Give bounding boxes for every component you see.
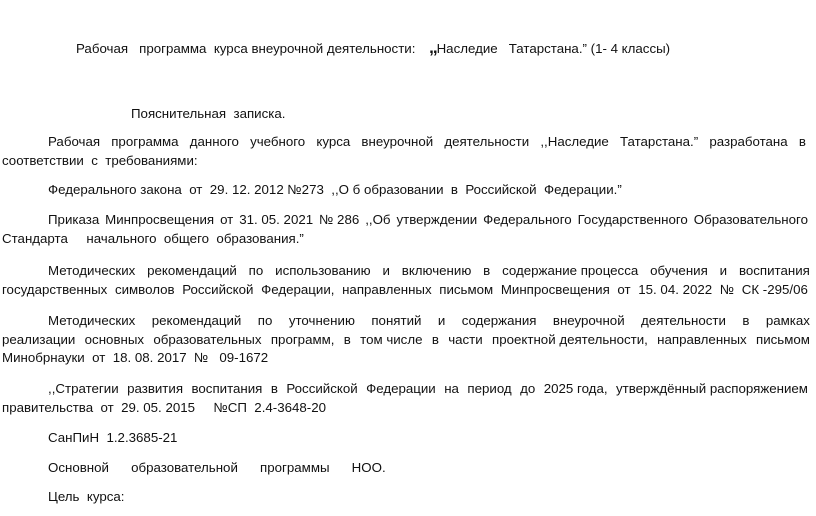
word: символов	[114, 282, 175, 297]
word: на	[444, 381, 459, 396]
sanpin-line: СанПиН 1.2.3685-21	[48, 430, 178, 445]
word: образовательных	[153, 332, 262, 347]
word: в	[483, 263, 491, 278]
word: №	[719, 282, 735, 297]
word: от	[220, 212, 234, 227]
word: развития	[127, 381, 184, 396]
word: включению	[401, 263, 472, 278]
word: курса	[316, 134, 351, 149]
method1-line-1	[48, 263, 810, 279]
word: государственных	[2, 282, 108, 297]
word: Методических	[48, 263, 136, 278]
word: деятельности	[641, 313, 726, 328]
method2-line-2	[2, 332, 810, 348]
word: воспитания	[738, 263, 810, 278]
word: Федерального	[483, 212, 572, 227]
title-prefix: Рабочая программа курса внеурочной деятельности:	[76, 41, 416, 56]
word: ,,Наследие	[540, 134, 609, 149]
word: СК -295/06	[741, 282, 808, 297]
order-line-2: Стандарта начального общего образования.”	[2, 231, 304, 246]
word: от	[617, 282, 631, 297]
word: обучения	[650, 263, 708, 278]
word: в	[270, 381, 278, 396]
word: Государственного	[577, 212, 688, 227]
word: Татарстана.”	[619, 134, 699, 149]
word: в	[798, 134, 806, 149]
section-heading: Пояснительная записка.	[131, 106, 286, 121]
word: утверждении	[396, 212, 478, 227]
word: письмом	[756, 332, 810, 347]
word: по	[257, 313, 273, 328]
word: Федерации,	[261, 282, 335, 297]
word: период	[467, 381, 512, 396]
word: рамках	[765, 313, 810, 328]
basic-program-line: Основной образовательной программы НОО.	[48, 460, 386, 475]
word: в	[742, 313, 750, 328]
word: том числе	[360, 332, 423, 347]
word: в	[431, 332, 439, 347]
word: данного	[189, 134, 239, 149]
word: Минпросвещения	[105, 212, 215, 227]
word: разработана	[709, 134, 788, 149]
method2-line-1	[48, 313, 810, 329]
word: по	[248, 263, 264, 278]
word: использованию	[275, 263, 371, 278]
word: 2025 года,	[543, 381, 608, 396]
word: Методических	[48, 313, 136, 328]
word: и	[437, 313, 446, 328]
word: части	[448, 332, 483, 347]
method2-line-3: Минобрнауки от 18. 08. 2017 № 09-1672	[2, 350, 269, 365]
word: учебного	[250, 134, 306, 149]
word: Минпросвещения	[500, 282, 610, 297]
word: до	[520, 381, 536, 396]
word: содержания	[461, 313, 537, 328]
word: Образовательного	[693, 212, 808, 227]
title-quote-mark: ,,	[429, 38, 437, 57]
word: воспитания	[191, 381, 263, 396]
strategy-line-1	[48, 381, 808, 397]
word: проектной деятельности,	[492, 332, 648, 347]
word: Рабочая	[48, 134, 101, 149]
document-title	[76, 40, 670, 57]
word: содержание процесса	[502, 263, 639, 278]
word: ,,Стратегии	[48, 381, 119, 396]
word: реализации	[2, 332, 76, 347]
method1-line-2	[2, 282, 808, 298]
word: в	[343, 332, 351, 347]
word: Российской	[182, 282, 254, 297]
word: и	[719, 263, 728, 278]
word: письмом	[439, 282, 494, 297]
word: программа	[111, 134, 179, 149]
word: рекомендаций	[147, 263, 237, 278]
course-goal-label: Цель курса:	[48, 489, 125, 504]
word: ,,Об	[365, 212, 391, 227]
word: программ,	[270, 332, 335, 347]
word: понятий	[371, 313, 422, 328]
word: внеурочной	[361, 134, 434, 149]
word: основных	[84, 332, 145, 347]
intro-line-1	[48, 134, 806, 150]
word: деятельности	[444, 134, 530, 149]
word: уточнению	[288, 313, 355, 328]
word: Приказа	[48, 212, 100, 227]
strategy-line-2: правительства от 29. 05. 2015 №СП 2.4-3648-20	[2, 400, 327, 415]
law-line: Федерального закона от 29. 12. 2012 №273 ,,О б образовании в Российской Федерации.”	[48, 182, 622, 197]
word: 15. 04. 2022	[638, 282, 713, 297]
word: Российской	[286, 381, 358, 396]
word: № 286	[319, 212, 360, 227]
title-name: Наследие Татарстана.” (1- 4 классы)	[436, 41, 671, 56]
word: Федерации	[366, 381, 436, 396]
word: рекомендаций	[151, 313, 242, 328]
word: направленных	[342, 282, 432, 297]
word: и	[382, 263, 390, 278]
intro-line-2: соответствии с требованиями:	[2, 153, 198, 168]
order-line-1	[48, 212, 808, 228]
word: внеурочной	[552, 313, 625, 328]
word: направленных	[657, 332, 747, 347]
word: 31. 05. 2021	[239, 212, 314, 227]
word: утверждённый распоряжением	[616, 381, 808, 396]
